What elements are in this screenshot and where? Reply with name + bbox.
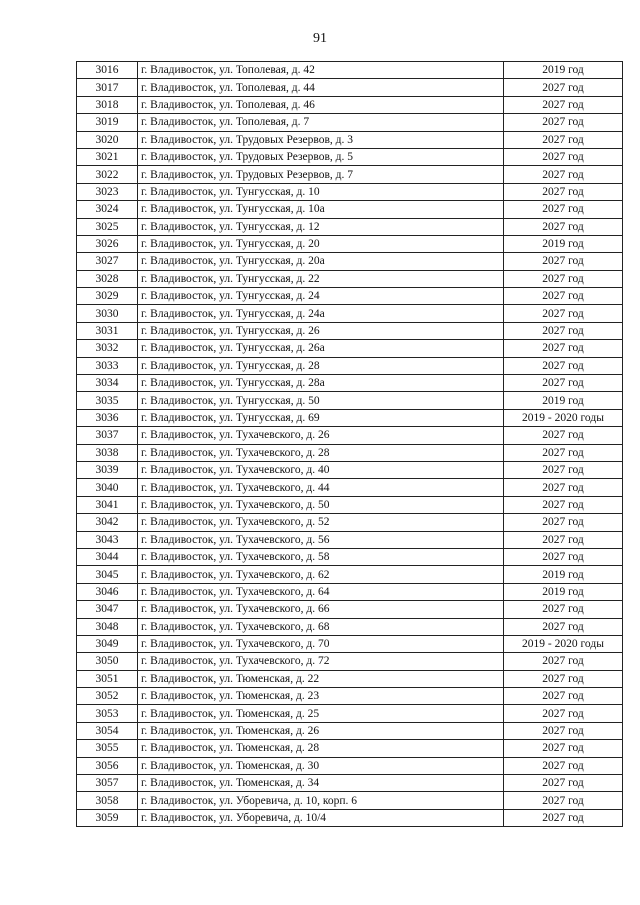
table-row [77,183,623,200]
year-cell: 2027 год [504,340,623,357]
table-row [77,201,623,218]
table-row [77,531,623,548]
table-row [77,548,623,565]
row-number-cell: 3056 [77,757,138,774]
table-row [77,757,623,774]
year-cell: 2027 год [504,114,623,131]
address-cell: г. Владивосток, ул. Тухачевского, д. 64 [138,583,504,600]
address-cell: г. Владивосток, ул. Тунгусская, д. 12 [138,218,504,235]
year-cell: 2027 год [504,479,623,496]
row-number-cell: 3054 [77,722,138,739]
address-cell: г. Владивосток, ул. Тухачевского, д. 62 [138,566,504,583]
year-cell: 2027 год [504,357,623,374]
year-cell: 2027 год [504,322,623,339]
address-cell: г. Владивосток, ул. Тухачевского, д. 70 [138,635,504,652]
table-row [77,375,623,392]
table-row [77,114,623,131]
address-cell: г. Владивосток, ул. Тунгусская, д. 24а [138,305,504,322]
table-row [77,62,623,79]
year-cell: 2027 год [504,270,623,287]
year-cell: 2027 год [504,514,623,531]
row-number-cell: 3052 [77,688,138,705]
table-row [77,270,623,287]
year-cell: 2019 - 2020 годы [504,635,623,652]
table-row [77,583,623,600]
address-cell: г. Владивосток, ул. Тунгусская, д. 10 [138,183,504,200]
year-cell: 2019 год [504,566,623,583]
table-row [77,514,623,531]
table-row [77,357,623,374]
address-cell: г. Владивосток, ул. Тунгусская, д. 20 [138,235,504,252]
address-cell: г. Владивосток, ул. Тунгусская, д. 20а [138,253,504,270]
year-cell: 2027 год [504,757,623,774]
address-cell: г. Владивосток, ул. Тухачевского, д. 28 [138,444,504,461]
row-number-cell: 3035 [77,392,138,409]
address-cell: г. Владивосток, ул. Тухачевского, д. 58 [138,548,504,565]
address-cell: г. Владивосток, ул. Тополевая, д. 44 [138,79,504,96]
table-row [77,305,623,322]
table-row [77,444,623,461]
address-cell: г. Владивосток, ул. Тополевая, д. 46 [138,96,504,113]
table-row [77,496,623,513]
table-row [77,740,623,757]
table-row [77,479,623,496]
row-number-cell: 3048 [77,618,138,635]
address-cell: г. Владивосток, ул. Тюменская, д. 23 [138,688,504,705]
address-cell: г. Владивосток, ул. Тухачевского, д. 50 [138,496,504,513]
year-cell: 2019 год [504,583,623,600]
year-cell: 2027 год [504,670,623,687]
row-number-cell: 3020 [77,131,138,148]
table-row [77,392,623,409]
address-cell: г. Владивосток, ул. Тунгусская, д. 28а [138,375,504,392]
address-cell: г. Владивосток, ул. Тухачевского, д. 52 [138,514,504,531]
row-number-cell: 3025 [77,218,138,235]
row-number-cell: 3024 [77,201,138,218]
year-cell: 2019 - 2020 годы [504,409,623,426]
address-cell: г. Владивосток, ул. Уборевича, д. 10/4 [138,809,504,826]
row-number-cell: 3028 [77,270,138,287]
address-cell: г. Владивосток, ул. Тюменская, д. 28 [138,740,504,757]
row-number-cell: 3038 [77,444,138,461]
table-body [77,62,623,827]
row-number-cell: 3021 [77,148,138,165]
year-cell: 2027 год [504,201,623,218]
row-number-cell: 3037 [77,427,138,444]
address-cell: г. Владивосток, ул. Тунгусская, д. 50 [138,392,504,409]
address-cell: г. Владивосток, ул. Трудовых Резервов, д. 7 [138,166,504,183]
address-cell: г. Владивосток, ул. Тунгусская, д. 24 [138,288,504,305]
row-number-cell: 3022 [77,166,138,183]
table-row [77,218,623,235]
year-cell: 2027 год [504,618,623,635]
table-row [77,705,623,722]
table-row [77,688,623,705]
year-cell: 2019 год [504,62,623,79]
year-cell: 2027 год [504,496,623,513]
table-row [77,670,623,687]
table-row [77,635,623,652]
year-cell: 2027 год [504,305,623,322]
year-cell: 2027 год [504,79,623,96]
row-number-cell: 3055 [77,740,138,757]
address-cell: г. Владивосток, ул. Тюменская, д. 30 [138,757,504,774]
table-row [77,166,623,183]
row-number-cell: 3040 [77,479,138,496]
table-row [77,809,623,826]
row-number-cell: 3042 [77,514,138,531]
year-cell: 2019 год [504,392,623,409]
table-row [77,566,623,583]
year-cell: 2027 год [504,653,623,670]
table-row [77,96,623,113]
row-number-cell: 3017 [77,79,138,96]
address-cell: г. Владивосток, ул. Тюменская, д. 25 [138,705,504,722]
year-cell: 2027 год [504,183,623,200]
table-row [77,461,623,478]
row-number-cell: 3034 [77,375,138,392]
year-cell: 2027 год [504,96,623,113]
year-cell: 2027 год [504,148,623,165]
year-cell: 2027 год [504,531,623,548]
row-number-cell: 3044 [77,548,138,565]
row-number-cell: 3049 [77,635,138,652]
year-cell: 2027 год [504,427,623,444]
housing-register-table [76,61,623,827]
address-cell: г. Владивосток, ул. Тюменская, д. 26 [138,722,504,739]
row-number-cell: 3032 [77,340,138,357]
row-number-cell: 3059 [77,809,138,826]
address-cell: г. Владивосток, ул. Тунгусская, д. 69 [138,409,504,426]
row-number-cell: 3043 [77,531,138,548]
year-cell: 2027 год [504,253,623,270]
year-cell: 2027 год [504,601,623,618]
row-number-cell: 3053 [77,705,138,722]
address-cell: г. Владивосток, ул. Трудовых Резервов, д. 5 [138,148,504,165]
row-number-cell: 3047 [77,601,138,618]
address-cell: г. Владивосток, ул. Тунгусская, д. 28 [138,357,504,374]
year-cell: 2027 год [504,375,623,392]
year-cell: 2027 год [504,775,623,792]
row-number-cell: 3029 [77,288,138,305]
row-number-cell: 3051 [77,670,138,687]
row-number-cell: 3058 [77,792,138,809]
year-cell: 2027 год [504,288,623,305]
address-cell: г. Владивосток, ул. Тухачевского, д. 72 [138,653,504,670]
table-row [77,253,623,270]
address-cell: г. Владивосток, ул. Тухачевского, д. 66 [138,601,504,618]
table-row [77,131,623,148]
table-row [77,775,623,792]
address-cell: г. Владивосток, ул. Уборевича, д. 10, корп. 6 [138,792,504,809]
address-cell: г. Владивосток, ул. Тополевая, д. 42 [138,62,504,79]
address-cell: г. Владивосток, ул. Тунгусская, д. 26 [138,322,504,339]
year-cell: 2027 год [504,131,623,148]
table-row [77,79,623,96]
year-cell: 2027 год [504,461,623,478]
row-number-cell: 3016 [77,62,138,79]
table-row [77,409,623,426]
address-cell: г. Владивосток, ул. Трудовых Резервов, д. 3 [138,131,504,148]
table-row [77,235,623,252]
address-cell: г. Владивосток, ул. Тухачевского, д. 26 [138,427,504,444]
table-row [77,288,623,305]
address-cell: г. Владивосток, ул. Тухачевского, д. 44 [138,479,504,496]
year-cell: 2027 год [504,740,623,757]
address-cell: г. Владивосток, ул. Тунгусская, д. 22 [138,270,504,287]
address-cell: г. Владивосток, ул. Тухачевского, д. 56 [138,531,504,548]
row-number-cell: 3039 [77,461,138,478]
table-row [77,792,623,809]
year-cell: 2027 год [504,722,623,739]
year-cell: 2027 год [504,166,623,183]
row-number-cell: 3019 [77,114,138,131]
address-cell: г. Владивосток, ул. Тюменская, д. 22 [138,670,504,687]
table-row [77,601,623,618]
row-number-cell: 3045 [77,566,138,583]
row-number-cell: 3050 [77,653,138,670]
year-cell: 2027 год [504,809,623,826]
address-cell: г. Владивосток, ул. Тюменская, д. 34 [138,775,504,792]
row-number-cell: 3036 [77,409,138,426]
row-number-cell: 3027 [77,253,138,270]
address-cell: г. Владивосток, ул. Тухачевского, д. 40 [138,461,504,478]
year-cell: 2027 год [504,705,623,722]
year-cell: 2027 год [504,548,623,565]
address-cell: г. Владивосток, ул. Тунгусская, д. 10а [138,201,504,218]
year-cell: 2027 год [504,444,623,461]
row-number-cell: 3026 [77,235,138,252]
row-number-cell: 3030 [77,305,138,322]
page-number: 91 [313,31,327,46]
year-cell: 2027 год [504,792,623,809]
table-row [77,340,623,357]
table-row [77,322,623,339]
address-cell: г. Владивосток, ул. Тунгусская, д. 26а [138,340,504,357]
address-cell: г. Владивосток, ул. Тухачевского, д. 68 [138,618,504,635]
row-number-cell: 3018 [77,96,138,113]
table-row [77,653,623,670]
table-row [77,722,623,739]
row-number-cell: 3031 [77,322,138,339]
row-number-cell: 3023 [77,183,138,200]
table-row [77,148,623,165]
table-row [77,427,623,444]
row-number-cell: 3041 [77,496,138,513]
row-number-cell: 3057 [77,775,138,792]
row-number-cell: 3046 [77,583,138,600]
table-row [77,618,623,635]
row-number-cell: 3033 [77,357,138,374]
year-cell: 2019 год [504,235,623,252]
year-cell: 2027 год [504,688,623,705]
year-cell: 2027 год [504,218,623,235]
address-cell: г. Владивосток, ул. Тополевая, д. 7 [138,114,504,131]
